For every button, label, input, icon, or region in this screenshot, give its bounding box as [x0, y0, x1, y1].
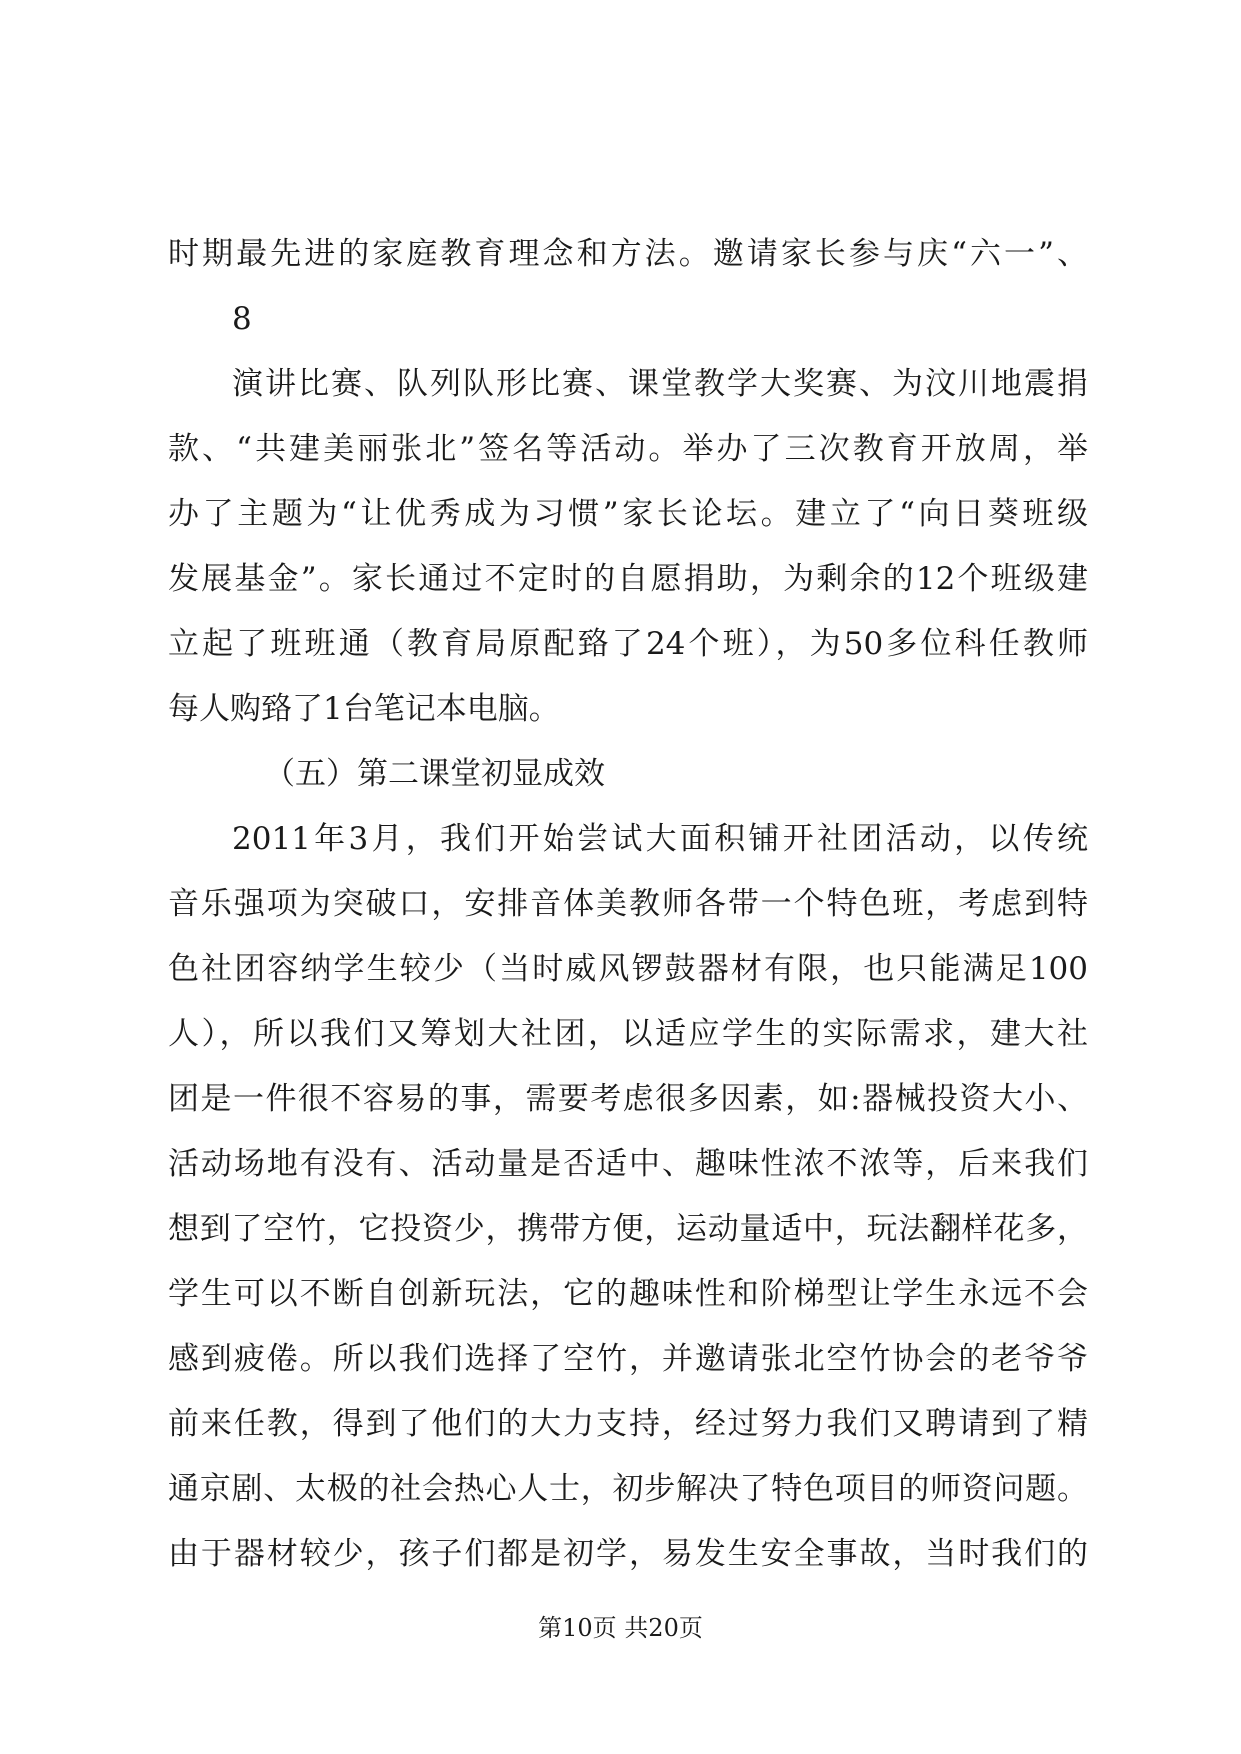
section-heading: （五）第二课堂初显成效 — [264, 756, 605, 792]
body-text — [168, 222, 1088, 1587]
text-line: 学生可以不断自创新玩法，它的趣味性和阶梯型让学生永远不会 — [168, 1276, 1088, 1312]
text-line: 每人购臵了1台笔记本电脑。 — [168, 691, 560, 727]
text-line: 发展基金”。家长通过不定时的自愿捐助，为剩余的12个班级建 — [168, 561, 1088, 597]
text-line: 立起了班班通（教育局原配臵了24个班），为50多位科任教师 — [168, 626, 1088, 662]
text-line: 团是一件很不容易的事，需要考虑很多因素，如:器械投资大小、 — [168, 1081, 1088, 1117]
text-line: 活动场地有没有、活动量是否适中、趣味性浓不浓等，后来我们 — [168, 1146, 1088, 1182]
text-line: 办了主题为“让优秀成为习惯”家长论坛。建立了“向日葵班级 — [168, 496, 1088, 532]
paragraph-start: 2011年3月，我们开始尝试大面积铺开社团活动，以传统 — [232, 821, 1088, 857]
text-line: 想到了空竹，它投资少，携带方便，运动量适中，玩法翻样花多， — [168, 1211, 1088, 1247]
text-line: 由于器材较少，孩子们都是初学，易发生安全事故，当时我们的 — [168, 1536, 1088, 1572]
text-line: 通京剧、太极的社会热心人士，初步解决了特色项目的师资问题。 — [168, 1471, 1088, 1507]
page-number-marker: 8 — [232, 301, 252, 337]
text-line: 色社团容纳学生较少（当时威风锣鼓器材有限，也只能满足100 — [168, 951, 1088, 987]
text-line: 款、“共建美丽张北”签名等活动。举办了三次教育开放周，举 — [168, 431, 1088, 467]
text-line: 时期最先进的家庭教育理念和方法。邀请家长参与庆“六一”、 — [168, 236, 1088, 272]
text-line: 音乐强项为突破口，安排音体美教师各带一个特色班，考虑到特 — [168, 886, 1088, 922]
page-footer: 第10页 共20页 — [538, 1614, 703, 1642]
paragraph-start: 演讲比赛、队列队形比赛、课堂教学大奖赛、为汶川地震捐 — [232, 366, 1088, 402]
text-line: 前来任教，得到了他们的大力支持，经过努力我们又聘请到了精 — [168, 1406, 1088, 1442]
text-line: 感到疲倦。所以我们选择了空竹，并邀请张北空竹协会的老爷爷 — [168, 1341, 1088, 1377]
text-line: 人），所以我们又筹划大社团，以适应学生的实际需求，建大社 — [168, 1016, 1088, 1052]
